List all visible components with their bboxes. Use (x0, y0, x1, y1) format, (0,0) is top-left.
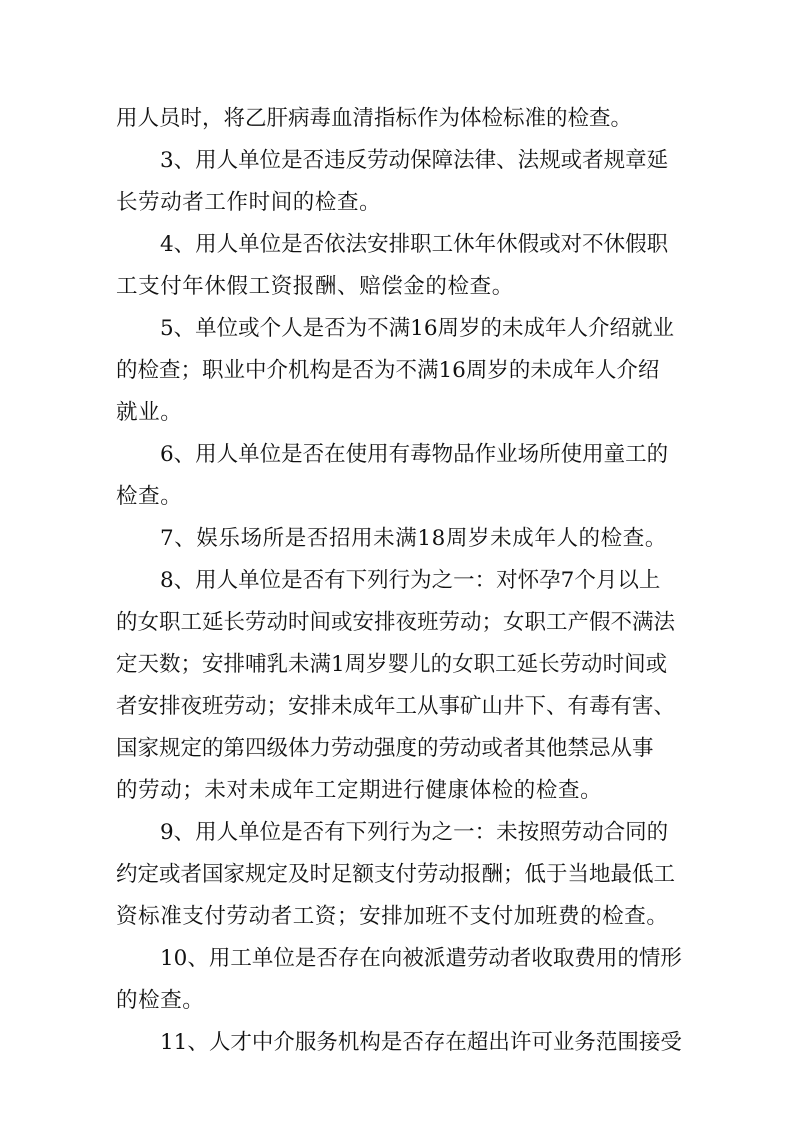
text-line: 就业。 (116, 400, 183, 425)
text-line: 工支付年休假工资报酬、赔偿金的检查。 (116, 274, 514, 299)
text-line: 10、用工单位是否存在向被派遣劳动者收取费用的情形 (160, 946, 682, 971)
text-line: 资标准支付劳动者工资；安排加班不支付加班费的检查。 (116, 904, 669, 929)
text-line: 者安排夜班劳动；安排未成年工从事矿山井下、有毒有害、 (116, 694, 676, 719)
text-line: 定天数；安排哺乳未满1周岁婴儿的女职工延长劳动时间或 (116, 652, 668, 677)
text-line: 6、用人单位是否在使用有毒物品作业场所使用童工的 (160, 442, 669, 467)
text-line: 的检查。 (116, 988, 205, 1013)
text-line: 11、人才中介服务机构是否存在超出许可业务范围接受 (160, 1030, 682, 1055)
text-line: 长劳动者工作时间的检查。 (116, 190, 382, 215)
text-line: 的劳动；未对未成年工定期进行健康体检的检查。 (116, 778, 603, 803)
text-line: 的检查；职业中介机构是否为不满16周岁的未成年人介绍 (116, 358, 660, 383)
text-line: 8、用人单位是否有下列行为之一：对怀孕7个月以上 (160, 568, 661, 593)
text-line: 4、用人单位是否依法安排职工休年休假或对不休假职 (160, 232, 669, 257)
text-line: 的女职工延长劳动时间或安排夜班劳动；女职工产假不满法 (116, 610, 676, 635)
text-line: 7、娱乐场所是否招用未满18周岁未成年人的检查。 (160, 526, 667, 551)
text-line: 国家规定的第四级体力劳动强度的劳动或者其他禁忌从事 (116, 736, 654, 761)
text-line: 3、用人单位是否违反劳动保障法律、法规或者规章延 (160, 148, 669, 173)
text-line: 用人员时，将乙肝病毒血清指标作为体检标准的检查。 (116, 106, 633, 131)
text-line: 5、单位或个人是否为不满16周岁的未成年人介绍就业 (160, 316, 675, 341)
text-line: 9、用人单位是否有下列行为之一：未按照劳动合同的 (160, 820, 669, 845)
text-line: 约定或者国家规定及时足额支付劳动报酬；低于当地最低工 (116, 862, 676, 887)
text-line: 检查。 (116, 484, 183, 509)
